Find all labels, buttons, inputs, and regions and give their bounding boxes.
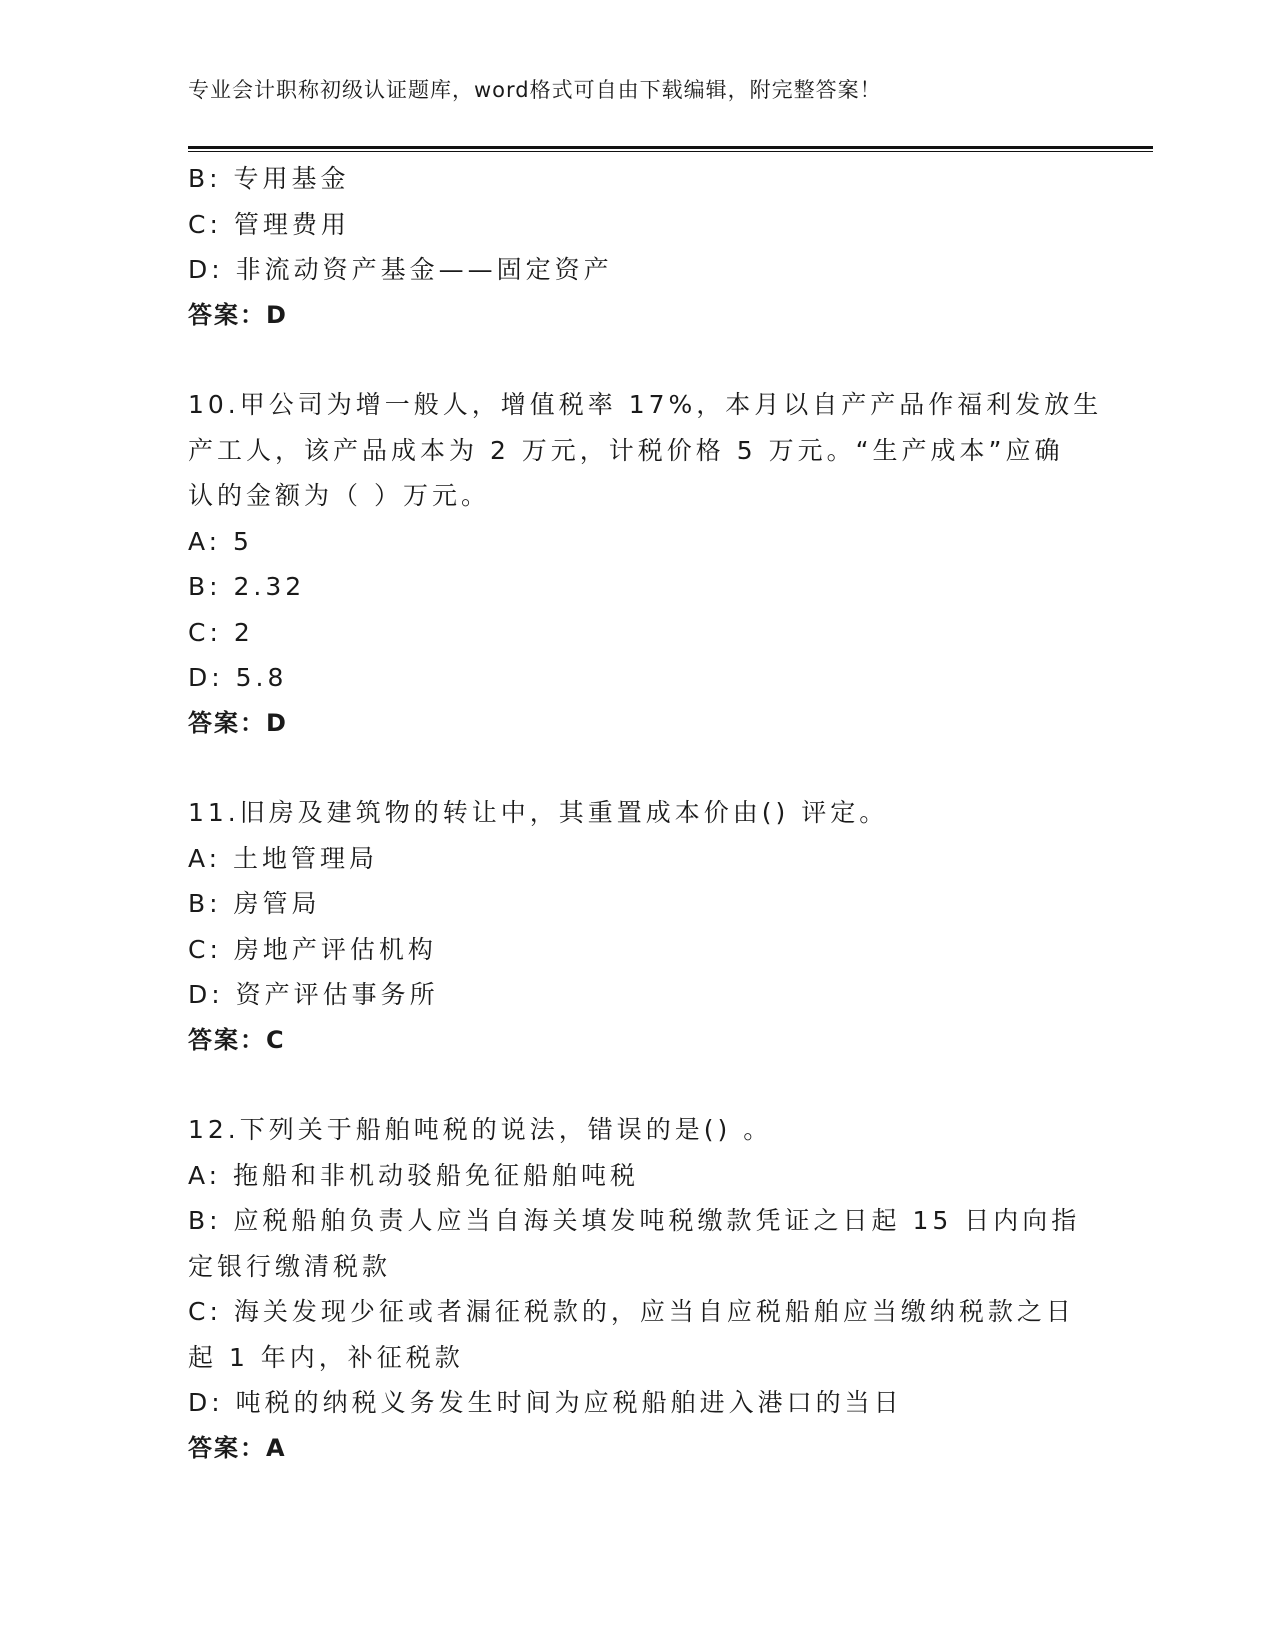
- option-a: A: 5: [188, 526, 253, 556]
- option-b: B: 应税船舶负责人应当自海关填发吨税缴款凭证之日起 15 日内向指: [188, 1206, 1081, 1235]
- option-c-continued: 起 1 年内，补征税款: [188, 1342, 464, 1372]
- option-b: B: 专用基金: [188, 164, 350, 193]
- option-b-continued: 定银行缴清税款: [188, 1251, 392, 1281]
- question-stem-line: 10.甲公司为增一般人，增值税率 17%，本月以自产产品作福利发放生: [188, 390, 1103, 419]
- option-c: C: 2: [188, 617, 254, 647]
- prev-question-tail: [188, 156, 1088, 338]
- option-d: D: 非流动资产基金——固定资产: [188, 255, 613, 284]
- question-11: [188, 790, 1088, 1063]
- answer-line: 答案：A: [188, 1433, 287, 1462]
- question-stem-line: 11.旧房及建筑物的转让中，其重置成本价由() 评定。: [188, 798, 889, 827]
- option-d: D: 5.8: [188, 663, 288, 692]
- header-divider-thick: [188, 146, 1153, 149]
- option-b: B: 房管局: [188, 889, 321, 918]
- option-c: C: 房地产评估机构: [188, 934, 437, 964]
- option-d: D: 资产评估事务所: [188, 980, 439, 1009]
- option-d: D: 吨税的纳税义务发生时间为应税船舶进入港口的当日: [188, 1388, 903, 1417]
- option-c: C: 管理费用: [188, 209, 350, 239]
- answer-line: 答案：D: [188, 300, 288, 329]
- answer-line: 答案：D: [188, 708, 288, 737]
- question-10: [188, 382, 1103, 746]
- option-b: B: 2.32: [188, 572, 306, 601]
- header-divider-thin: [188, 151, 1153, 152]
- answer-line: 答案：C: [188, 1025, 286, 1054]
- question-stem-line: 12.下列关于船舶吨税的说法，错误的是() 。: [188, 1115, 773, 1144]
- question-content: [188, 156, 1103, 1471]
- option-c: C: 海关发现少征或者漏征税款的，应当自应税船舶应当缴纳税款之日: [188, 1297, 1075, 1326]
- question-12: [188, 1107, 1088, 1471]
- option-a: A: 土地管理局: [188, 843, 379, 873]
- question-stem-line: 认的金额为（ ）万元。: [188, 481, 490, 510]
- page-header-text: 专业会计职称初级认证题库，word格式可自由下载编辑，附完整答案！: [188, 78, 882, 102]
- question-stem-line: 产工人，该产品成本为 2 万元，计税价格 5 万元。“生产成本”应确: [188, 435, 1064, 465]
- option-a: A: 拖船和非机动驳船免征船舶吨税: [188, 1160, 640, 1190]
